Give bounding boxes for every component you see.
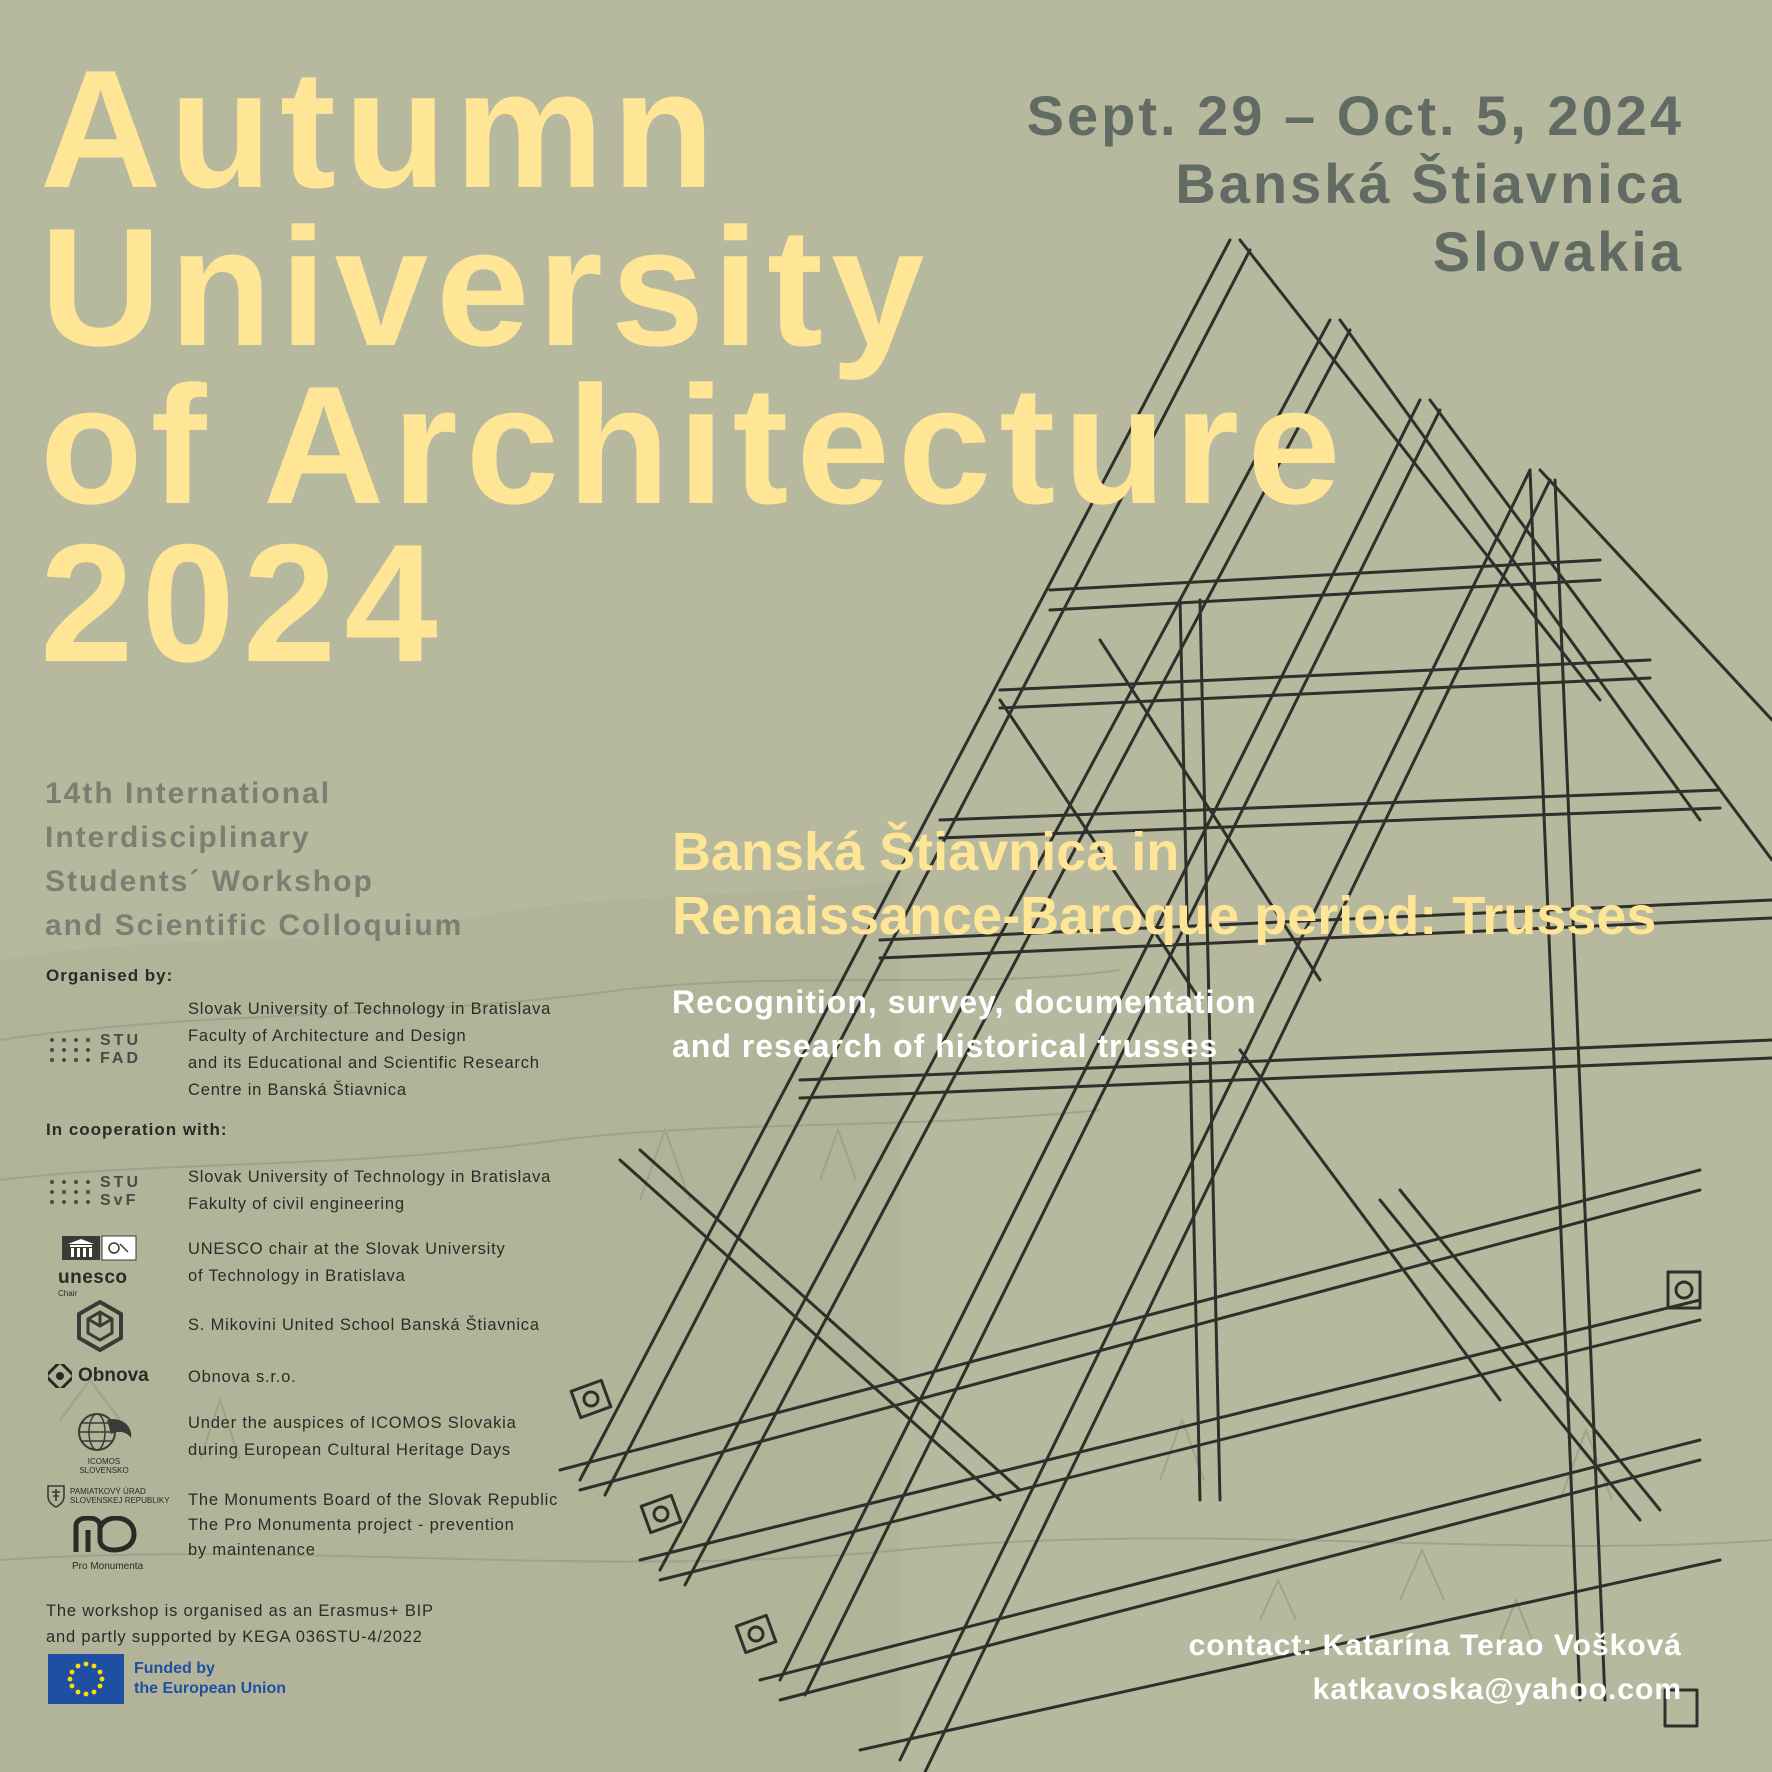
pm-mark-icon	[72, 1516, 140, 1556]
event-city: Banská Štiavnica	[1175, 152, 1684, 215]
globe-icon	[71, 1412, 137, 1452]
subtitle-line-4: and Scientific Colloquium	[45, 909, 464, 942]
pro-monumenta-label: Pro Monumenta	[72, 1561, 144, 1572]
monuments-text	[188, 1488, 558, 1563]
partner-line: Slovak University of Technology in Bratislava	[188, 1168, 552, 1186]
eu-line-2: the European Union	[134, 1680, 286, 1697]
obnova-logo	[48, 1364, 149, 1388]
title-line-3: of Architecture	[40, 351, 1349, 539]
title-line-2: University	[40, 193, 933, 381]
contact-name: contact: Katarína Terao Vošková	[1188, 1629, 1682, 1662]
event-subtitle	[45, 772, 463, 948]
partner-line: during European Cultural Heritage Days	[188, 1441, 511, 1459]
stu-fad-logo	[50, 1032, 141, 1068]
title-line-1: Autumn	[40, 35, 723, 223]
monuments-label-1: PAMIATKOVÝ ÚRAD	[70, 1487, 146, 1496]
event-dates: Sept. 29 – Oct. 5, 2024	[1026, 84, 1684, 147]
funding-text	[46, 1598, 434, 1650]
organiser-line: Slovak University of Technology in Bratislava	[188, 1000, 552, 1018]
workshop-theme	[672, 820, 1656, 948]
partner-line: UNESCO chair at the Slovak University	[188, 1240, 506, 1258]
unesco-word: unesco	[58, 1267, 128, 1288]
theme-sub-line-1: Recognition, survey, documentation	[672, 984, 1257, 1020]
icomos-logo	[64, 1412, 144, 1475]
eu-line-1: Funded by	[134, 1660, 215, 1677]
event-country: Slovakia	[1432, 220, 1684, 283]
partner-line: Obnova s.r.o.	[188, 1368, 297, 1386]
organiser-line: Faculty of Architecture and Design	[188, 1027, 467, 1045]
mikovini-logo	[76, 1300, 124, 1357]
obnova-word: Obnova	[78, 1365, 149, 1386]
workshop-theme-description	[672, 980, 1257, 1068]
eu-funding-badge	[48, 1654, 286, 1704]
subtitle-line-3: Students´ Workshop	[45, 865, 374, 898]
contact-info	[1189, 1624, 1682, 1712]
partner-line: S. Mikovini United School Banská Štiavnica	[188, 1316, 540, 1334]
event-info	[1027, 82, 1684, 286]
pro-monumenta-logo	[72, 1516, 152, 1572]
partner-line: The Pro Monumenta project - prevention	[188, 1516, 515, 1534]
icomos-text	[188, 1410, 517, 1464]
stu-svf-logo-bottom: SvF	[100, 1192, 139, 1209]
eu-flag-icon	[48, 1654, 124, 1704]
partner-line: of Technology in Bratislava	[188, 1267, 406, 1285]
icomos-label: ICOMOS SLOVENSKO	[79, 1457, 129, 1475]
title-line-4: 2024	[40, 509, 446, 697]
stu-fad-logo-bottom: FAD	[100, 1050, 141, 1067]
unesco-text	[188, 1236, 506, 1290]
theme-line-1: Banská Štiavnica in	[672, 822, 1180, 882]
stu-svf-text	[188, 1164, 551, 1218]
partner-line: The Monuments Board of the Slovak Republic	[188, 1491, 559, 1509]
stu-svf-logo	[50, 1174, 141, 1210]
organiser-line: and its Educational and Scientific Research	[188, 1054, 540, 1072]
unesco-temple-icon	[58, 1234, 138, 1262]
subtitle-line-2: Interdisciplinary	[45, 821, 311, 854]
cooperation-label: In cooperation with:	[46, 1120, 228, 1139]
unesco-logo	[58, 1234, 142, 1298]
unesco-chair-label: Chair	[58, 1289, 78, 1298]
monuments-board-logo	[46, 1484, 170, 1508]
stu-dots-icon	[50, 1180, 92, 1204]
partner-line: Under the auspices of ICOMOS Slovakia	[188, 1414, 517, 1432]
coat-of-arms-icon	[46, 1484, 66, 1508]
organised-by-text	[188, 996, 551, 1104]
organised-by-label: Organised by:	[46, 966, 174, 985]
obnova-mark-icon	[48, 1364, 72, 1388]
partner-line: by maintenance	[188, 1541, 316, 1559]
partner-line: Fakulty of civil engineering	[188, 1195, 405, 1213]
theme-sub-line-2: and research of historical trusses	[672, 1028, 1219, 1064]
theme-line-2: Renaissance-Baroque period: Trusses	[672, 886, 1657, 946]
obnova-text	[188, 1364, 297, 1391]
funding-line-1: The workshop is organised as an Erasmus+ BIP	[46, 1602, 434, 1620]
mikovini-text	[188, 1312, 540, 1339]
monuments-label-2: SLOVENSKEJ REPUBLIKY	[70, 1496, 170, 1505]
hexagon-cube-icon	[76, 1300, 124, 1352]
funding-line-2: and partly supported by KEGA 036STU-4/2022	[46, 1628, 423, 1646]
subtitle-line-1: 14th International	[45, 777, 332, 810]
organiser-line: Centre in Banská Štiavnica	[188, 1081, 407, 1099]
stu-dots-icon	[50, 1038, 92, 1062]
contact-email[interactable]: katkavoska@yahoo.com	[1312, 1673, 1682, 1706]
stu-svf-logo-top: STU	[100, 1174, 141, 1191]
stu-fad-logo-top: STU	[100, 1032, 141, 1049]
